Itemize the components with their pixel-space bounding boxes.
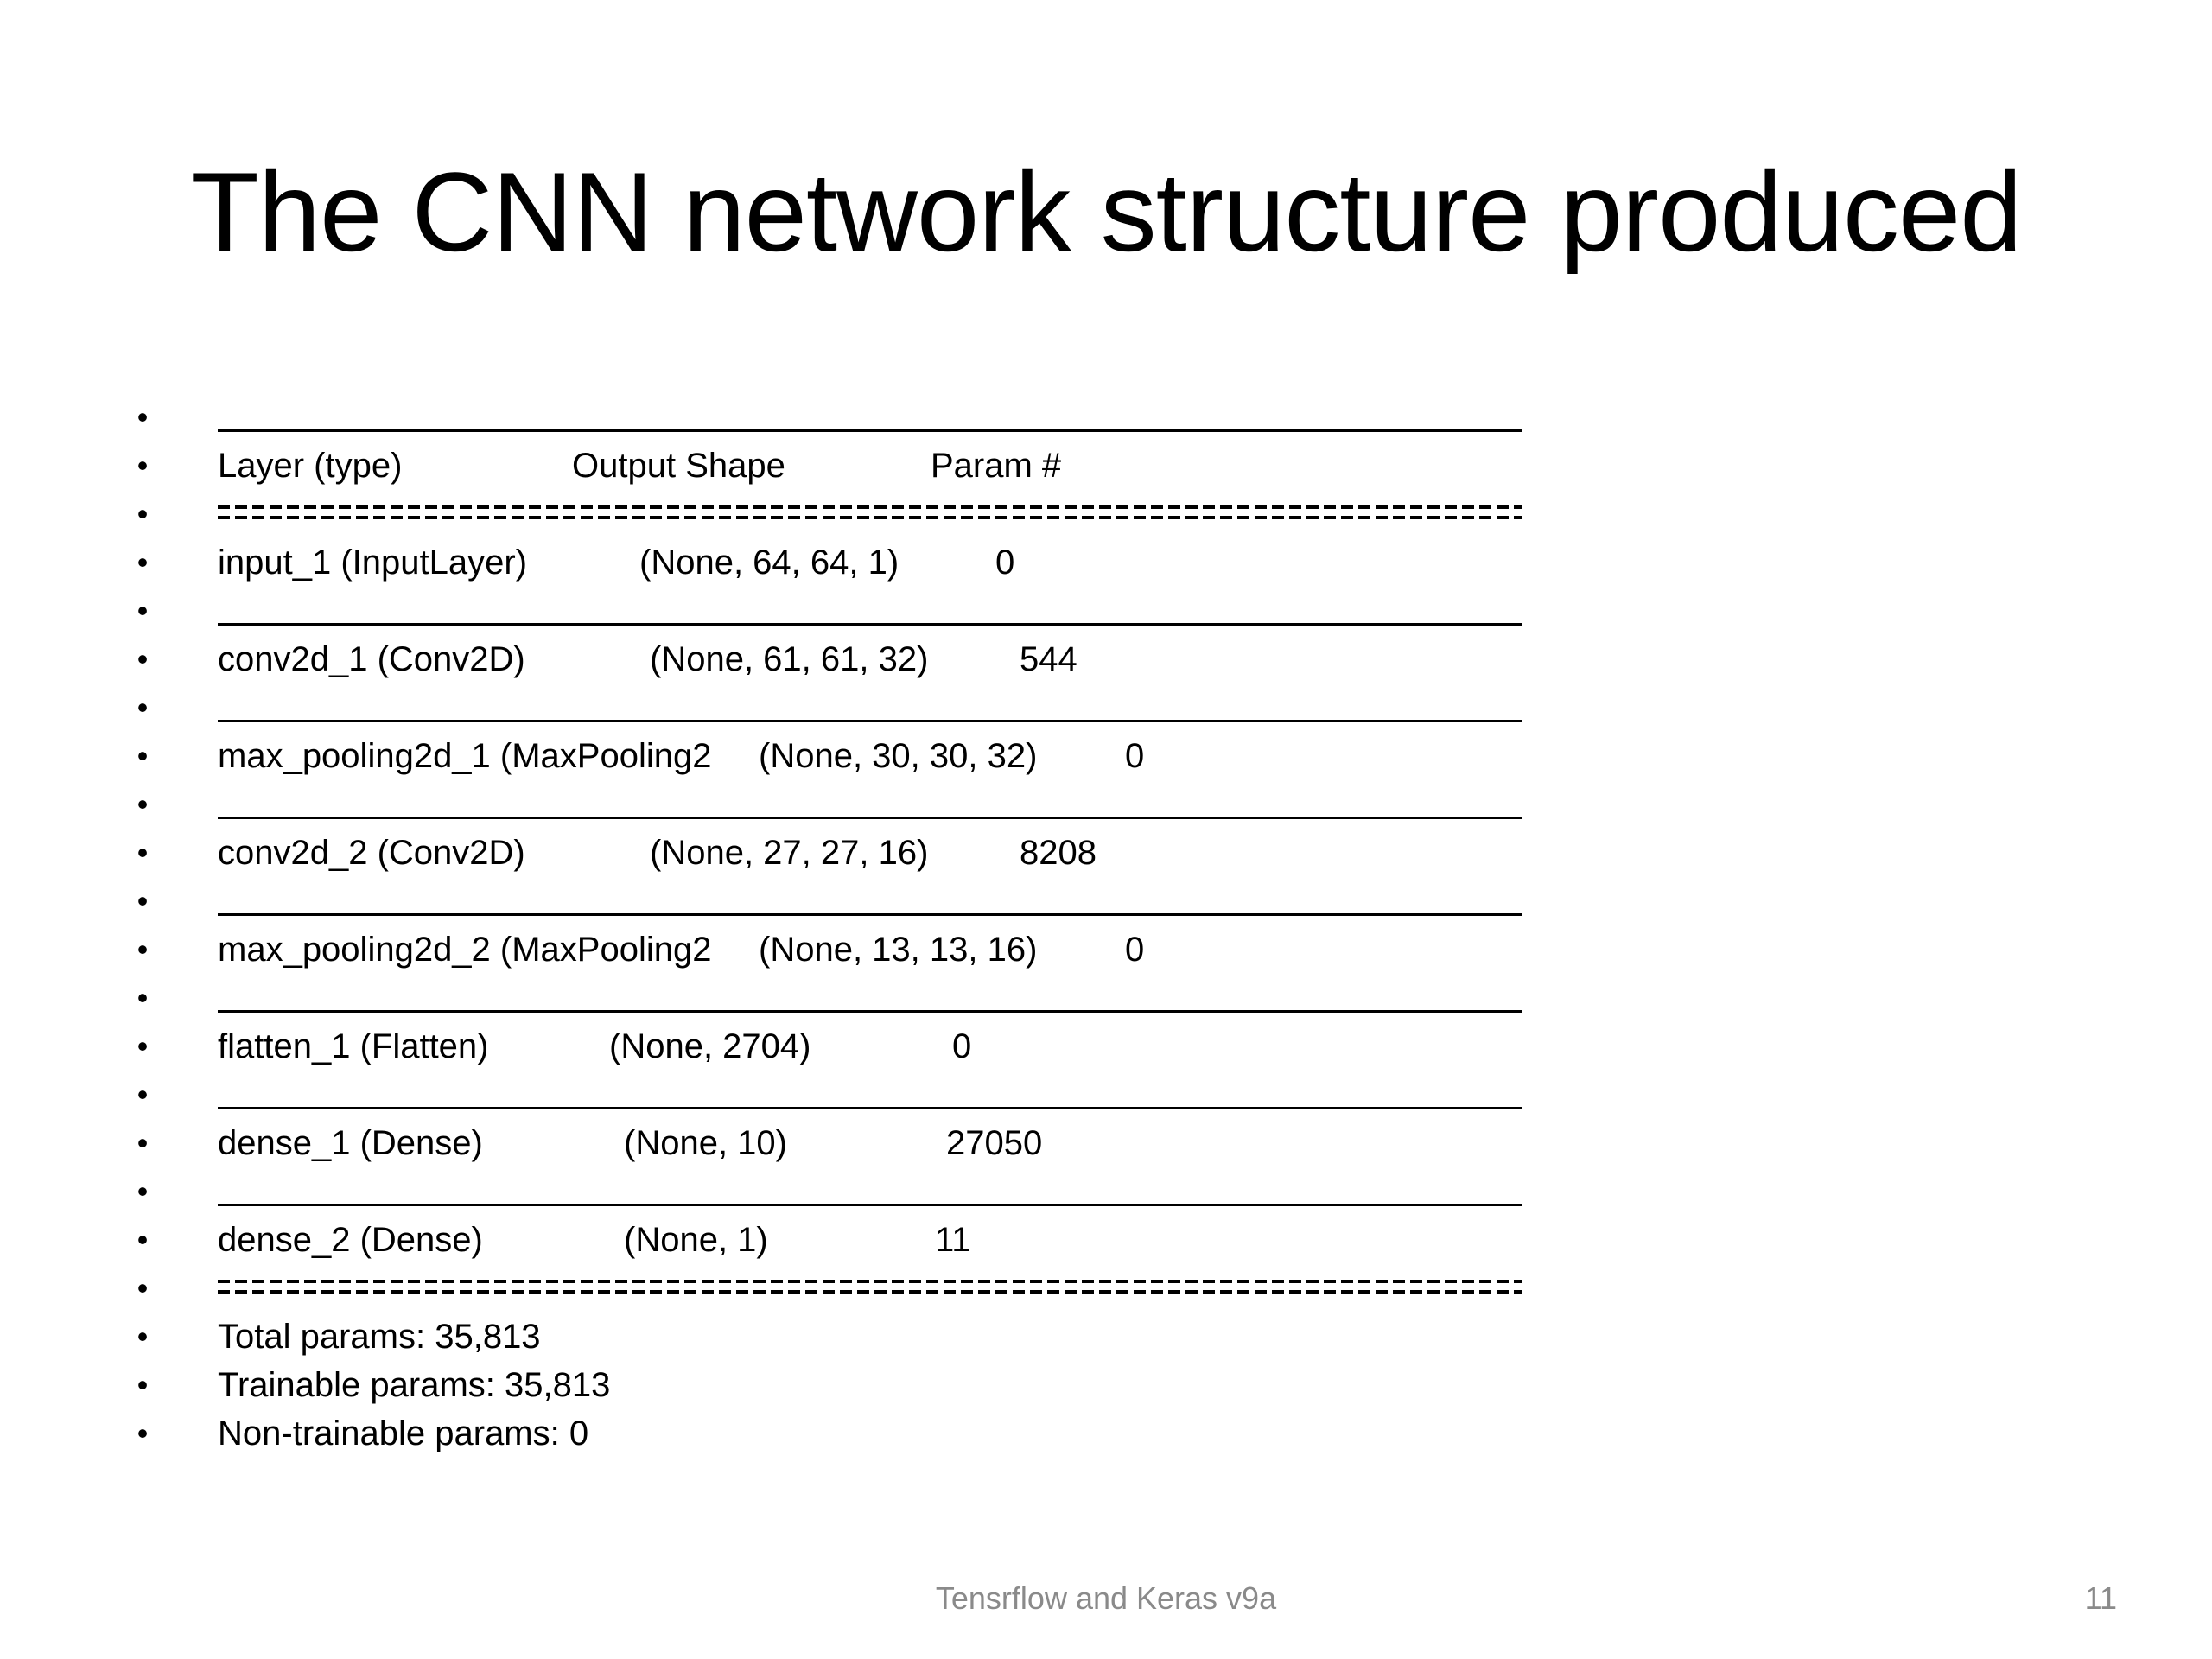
bullet-icon: • — [137, 1222, 149, 1257]
bullet-icon: • — [137, 1319, 149, 1354]
output-shape: (None, 61, 61, 32) — [650, 640, 929, 678]
param-count: 8208 — [1020, 834, 1096, 872]
bullet-icon: • — [137, 1028, 149, 1064]
bullet-icon: • — [137, 883, 149, 918]
summary-line-rule — [0, 1167, 2212, 1216]
summary-line-rule-double — [0, 1264, 2212, 1313]
bullet-icon: • — [137, 835, 149, 870]
non-trainable-params: Non-trainable params: 0 — [218, 1414, 589, 1452]
underscore-rule — [218, 1107, 1522, 1109]
bullet-icon: • — [137, 1367, 149, 1402]
summary-line-rule-top — [0, 393, 2212, 442]
bullet-icon: • — [137, 1125, 149, 1160]
summary-line-rule-double — [0, 490, 2212, 538]
param-count: 544 — [1020, 640, 1077, 678]
header-output-shape: Output Shape — [572, 447, 785, 485]
table-row — [0, 829, 2212, 877]
table-row — [0, 1119, 2212, 1167]
table-row — [0, 732, 2212, 780]
bullet-icon: • — [137, 544, 149, 580]
param-count: 11 — [935, 1221, 971, 1259]
double-rule — [218, 505, 1522, 524]
bullet-icon: • — [137, 1173, 149, 1209]
table-row — [0, 1216, 2212, 1264]
layer-name: max_pooling2d_2 (MaxPooling2 — [218, 931, 712, 969]
non-trainable-params-line — [0, 1409, 2212, 1458]
output-shape: (None, 1) — [624, 1221, 768, 1259]
output-shape: (None, 10) — [624, 1124, 787, 1162]
output-shape: (None, 30, 30, 32) — [759, 737, 1038, 775]
total-params: Total params: 35,813 — [218, 1318, 541, 1356]
total-params-line — [0, 1313, 2212, 1361]
param-count: 0 — [952, 1027, 972, 1065]
bullet-icon: • — [137, 980, 149, 1015]
bullet-icon: • — [137, 690, 149, 725]
layer-name: input_1 (InputLayer) — [218, 543, 528, 582]
bullet-icon: • — [137, 931, 149, 967]
summary-line-rule — [0, 780, 2212, 829]
layer-name: flatten_1 (Flatten) — [218, 1027, 489, 1065]
bullet-icon: • — [137, 641, 149, 677]
layer-name: dense_1 (Dense) — [218, 1124, 483, 1162]
header-layer-type: Layer (type) — [218, 447, 403, 485]
bullet-icon: • — [137, 1077, 149, 1112]
header-param-count: Param # — [931, 447, 1062, 485]
summary-line-rule — [0, 1071, 2212, 1119]
bullet-icon: • — [137, 1270, 149, 1306]
underscore-rule — [218, 817, 1522, 819]
bullet-icon: • — [137, 399, 149, 435]
bullet-icon: • — [137, 448, 149, 483]
layer-name: max_pooling2d_1 (MaxPooling2 — [218, 737, 712, 775]
bullet-icon: • — [137, 593, 149, 628]
table-row — [0, 925, 2212, 974]
slide-title: The CNN network structure produced — [190, 149, 2022, 275]
bullet-icon: • — [137, 1415, 149, 1451]
bullet-icon: • — [137, 738, 149, 773]
output-shape: (None, 64, 64, 1) — [639, 543, 899, 582]
summary-line-rule — [0, 587, 2212, 635]
layer-name: conv2d_1 (Conv2D) — [218, 640, 525, 678]
param-count: 0 — [1125, 737, 1145, 775]
output-shape: (None, 13, 13, 16) — [759, 931, 1038, 969]
output-shape: (None, 2704) — [609, 1027, 811, 1065]
param-count: 0 — [1125, 931, 1145, 969]
underscore-rule — [218, 720, 1522, 722]
double-rule — [218, 1280, 1522, 1299]
summary-line-rule — [0, 974, 2212, 1022]
table-row — [0, 538, 2212, 587]
table-row — [0, 1022, 2212, 1071]
page-number: 11 — [2084, 1580, 2117, 1616]
underscore-rule — [218, 913, 1522, 916]
underscore-rule — [218, 429, 1522, 432]
layer-name: dense_2 (Dense) — [218, 1221, 483, 1259]
underscore-rule — [218, 623, 1522, 626]
summary-line-rule — [0, 877, 2212, 925]
trainable-params-line — [0, 1361, 2212, 1409]
table-header-row — [0, 442, 2212, 490]
underscore-rule — [218, 1204, 1522, 1206]
bullet-icon: • — [137, 786, 149, 822]
output-shape: (None, 27, 27, 16) — [650, 834, 929, 872]
bullet-icon: • — [137, 496, 149, 531]
table-row — [0, 635, 2212, 683]
layer-name: conv2d_2 (Conv2D) — [218, 834, 525, 872]
param-count: 27050 — [946, 1124, 1043, 1162]
param-count: 0 — [995, 543, 1015, 582]
underscore-rule — [218, 1010, 1522, 1013]
trainable-params: Trainable params: 35,813 — [218, 1366, 611, 1404]
footer-text: Tensrflow and Keras v9a — [935, 1580, 1277, 1616]
summary-line-rule — [0, 683, 2212, 732]
